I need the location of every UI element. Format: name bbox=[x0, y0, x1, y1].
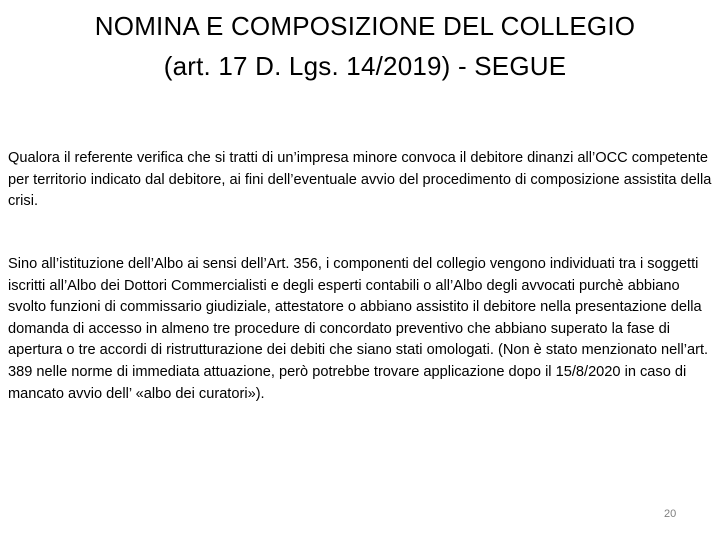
body-paragraph-1: Qualora il referente verifica che si tratti di un’impresa minore convoca il debitore dinanzi all’OCC competente per territorio indicato dal debitore, ai fini dell’eventuale avvio del procedimento di composizione assistita della crisi. bbox=[8, 150, 712, 210]
body-paragraph-2: Sino all’istituzione dell’Albo ai sensi dell’Art. 356, i componenti del collegio vengono individuati tra i soggetti iscritti all’Albo dei Dottori Commercialisti e degli esperti contabili o all’Albo degli avvocati purchè abbiano svolto funzioni di commissario giudiziale, attestatore o abbiano assistito il debitore nella presentazione della domanda di accesso in almeno tre procedure di concordato preventivo che abbiano superato la fase di apertura o tre accordi di ristrutturazione dei debiti che siano stati omologati. (Non è stato menzionato nell’art. 389 nelle norme di immediata attuazione, però potrebbe trovare applicazione dopo il 15/8/2020 in caso di mancato avvio dell’ «albo dei curatori»). bbox=[8, 256, 709, 402]
page-number: 20 bbox=[664, 508, 677, 520]
slide-title-line-2: (art. 17 D. Lgs. 14/2019) - SEGUE bbox=[163, 51, 567, 81]
slide-title bbox=[40, 6, 690, 86]
slide-title-line-1: NOMINA E COMPOSIZIONE DEL COLLEGIO bbox=[94, 11, 636, 41]
